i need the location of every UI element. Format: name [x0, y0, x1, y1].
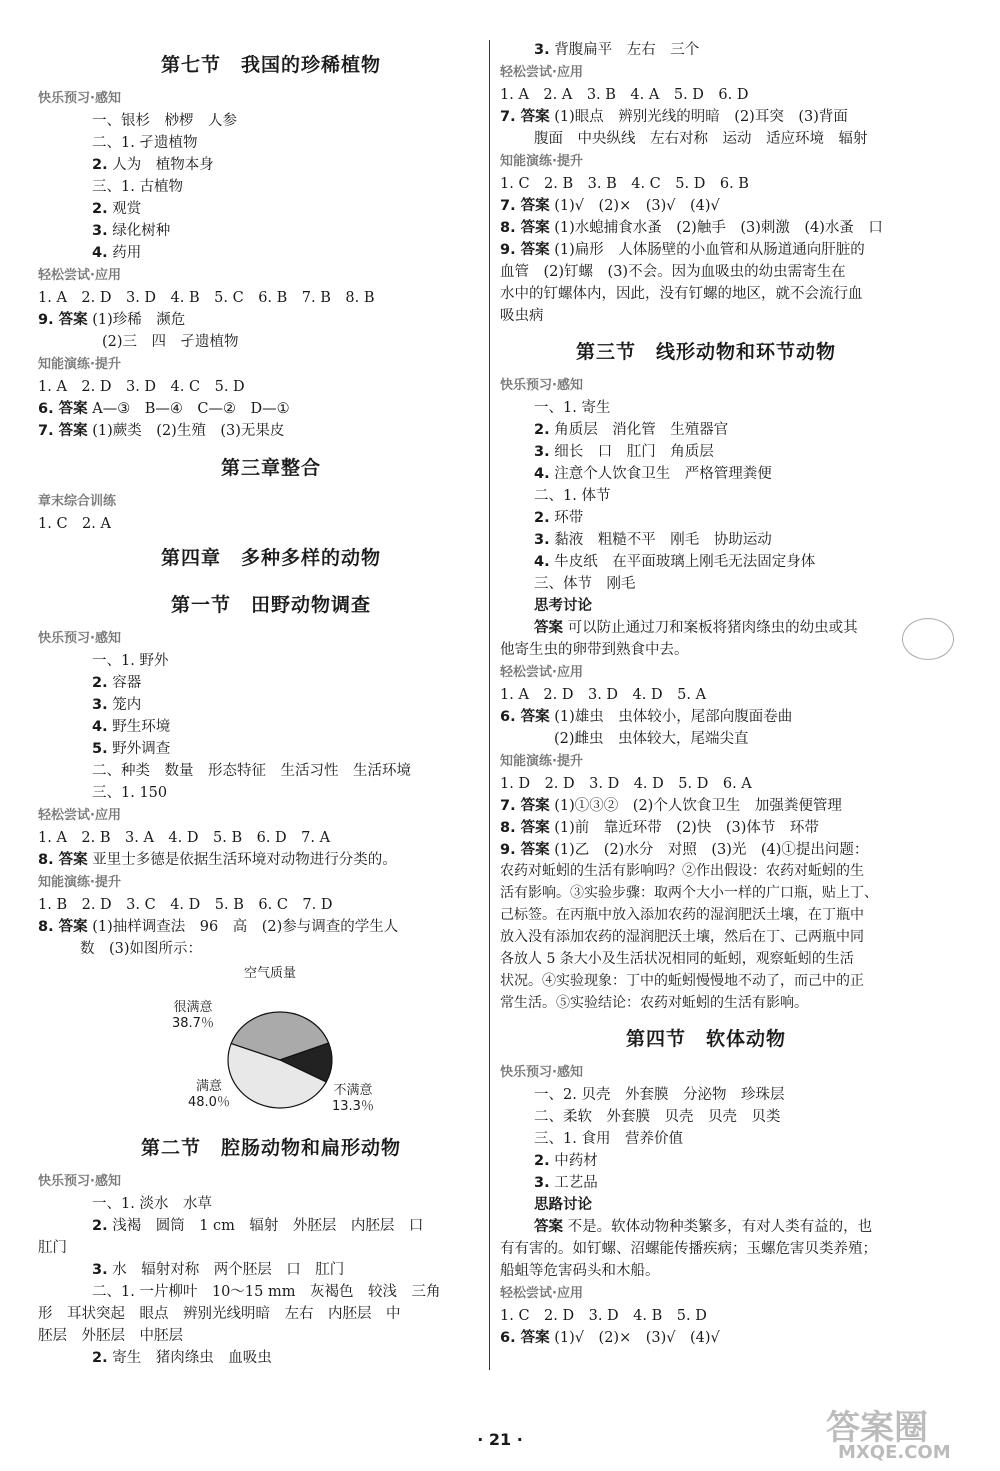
answer-line: 形 耳状突起 眼点 辨别光线明暗 左右 内胚层 中: [38, 1306, 401, 1322]
answer-line: 1. A 2. D 3. D 4. B 5. C 6. B 7. B 8. B: [38, 290, 375, 306]
answer-line: 7. 答案 (1)①③② (2)个人饮食卫生 加强粪便管理: [500, 798, 842, 814]
pie-chart: [220, 1005, 340, 1115]
pie-label-dissatisfied: 不满意 13.3％: [332, 1083, 374, 1114]
discussion-heading: 思路讨论: [534, 1197, 592, 1213]
answer-line: 他寄生虫的卵带到熟食中去。: [500, 642, 689, 658]
answer-line: 农药对蚯蚓的生活有影响吗？②作出假设：农药对蚯蚓的生: [500, 863, 864, 879]
section-1-title: 第一节 田野动物调查: [170, 594, 371, 616]
answer-line: 己标签。在丙瓶中放入添加农药的湿润肥沃土壤，在丁瓶中: [500, 907, 864, 923]
subheading: 快乐预习·感知: [38, 91, 121, 106]
answer-line: 状况。④实验现象：丁中的蚯蚓慢慢地不动了，而己中的正: [500, 973, 864, 989]
answer-line: 1. D 2. D 3. D 4. D 5. D 6. A: [500, 776, 752, 792]
answer-line: 2. 观赏: [92, 201, 142, 217]
answer-line: 2. 寄生 猪肉绦虫 血吸虫: [92, 1350, 272, 1366]
answer-line: 有有害的。如钉螺、沼螺能传播疾病；玉螺危害贝类养殖；: [500, 1241, 877, 1257]
answer-line: 9. 答案 (1)乙 (2)水分 对照 (3)光 (4)①提出问题：: [500, 842, 869, 858]
discussion-heading: 思考讨论: [534, 598, 592, 614]
pie-label-very-satisfied: 很满意 38.7％: [172, 1000, 214, 1031]
answer-line: 胚层 外胚层 中胚层: [38, 1328, 183, 1344]
answer-line: 1. A 2. D 3. D 4. D 5. A: [500, 687, 707, 703]
watermark-url: MXQE.COM: [838, 1442, 951, 1463]
answer-line: 3. 水 辐射对称 两个胚层 口 肛门: [92, 1262, 345, 1278]
answer-line: 各放人 5 条大小及生活状况相同的蚯蚓，观察蚯蚓的生活: [500, 951, 854, 967]
subheading: 轻松尝试·应用: [500, 65, 583, 80]
answer-line: 吸虫病: [500, 308, 544, 324]
answer-line: 二、1. 孑遗植物: [92, 135, 198, 151]
answer-line: 二、1. 一片柳叶 10～15 mm 灰褐色 较浅 三角: [92, 1284, 441, 1300]
answer-line: 3. 笼内: [92, 697, 142, 713]
column-divider: [489, 40, 490, 1370]
section-3-title: 第三节 线形动物和环节动物: [575, 341, 836, 363]
answer-line: 7. 答案 (1)蕨类 (2)生殖 (3)无果皮: [38, 423, 285, 439]
chart-title: 空气质量: [244, 966, 297, 981]
answer-line: 4. 野生环境: [92, 719, 171, 735]
subheading: 章末综合训练: [38, 494, 117, 509]
answer-line: 2. 角质层 消化管 生殖器官: [534, 422, 729, 438]
pie-label-satisfied: 满意 48.0％: [188, 1079, 230, 1110]
answer-line: 常生活。⑤实验结论：农药对蚯蚓的生活有影响。: [500, 995, 808, 1011]
answer-line: 8. 答案 (1)水螅捕食水蚤 (2)触手 (3)刺激 (4)水蚤 口: [500, 220, 883, 236]
answer-line: 8. 答案 (1)前 靠近环带 (2)快 (3)体节 环带: [500, 820, 819, 836]
answer-line: 3. 细长 口 肛门 角质层: [534, 444, 714, 460]
answer-line: 9. 答案 (1)珍稀 濒危: [38, 312, 186, 328]
subheading: 轻松尝试·应用: [500, 1286, 583, 1301]
answer-line: (2)雌虫 虫体较大，尾端尖直: [554, 731, 749, 747]
answer-line: 2. 浅褐 圆筒 1 cm 辐射 外胚层 内胚层 口: [92, 1218, 424, 1234]
section-4-title: 第四节 软体动物: [625, 1028, 786, 1050]
subheading: 快乐预习·感知: [38, 1174, 121, 1189]
answer-line: 数 (3)如图所示：: [80, 941, 203, 957]
subheading: 轻松尝试·应用: [500, 665, 583, 680]
answer-line: 答案 可以防止通过刀和案板将猪肉绦虫的幼虫或其: [534, 620, 858, 636]
answer-line: 7. 答案 (1)√ (2)× (3)√ (4)√: [500, 198, 720, 214]
answer-line: 放入没有添加农药的湿润肥沃土壤，然后在丁、己两瓶中同: [500, 929, 864, 945]
answer-line: 一、1. 寄生: [534, 400, 611, 416]
subheading: 轻松尝试·应用: [38, 268, 121, 283]
answer-line: (2)三 四 孑遗植物: [102, 334, 239, 350]
subheading: 轻松尝试·应用: [38, 808, 121, 823]
section-7-title: 第七节 我国的珍稀植物: [160, 54, 381, 76]
answer-line: 4. 牛皮纸 在平面玻璃上刚毛无法固定身体: [534, 554, 816, 570]
answer-line: 船蛆等危害码头和木船。: [500, 1263, 660, 1279]
answer-line: 1. A 2. A 3. B 4. A 5. D 6. D: [500, 87, 749, 103]
answer-line: 三、1. 古植物: [92, 179, 183, 195]
answer-line: 一、1. 野外: [92, 653, 169, 669]
answer-line: 8. 答案 亚里士多德是依据生活环境对动物进行分类的。: [38, 852, 397, 868]
answer-line: 3. 背腹扁平 左右 三个: [534, 42, 700, 58]
answer-line: 1. A 2. B 3. A 4. D 5. B 6. D 7. A: [38, 830, 331, 846]
answer-line: 1. C 2. A: [38, 516, 111, 532]
answer-line: 2. 人为 植物本身: [92, 157, 214, 173]
answer-line: 一、2. 贝壳 外套膜 分泌物 珍珠层: [534, 1087, 785, 1103]
section-2-title: 第二节 腔肠动物和扁形动物: [140, 1137, 401, 1159]
answer-line: 二、种类 数量 形态特征 生活习性 生活环境: [92, 763, 411, 779]
subheading: 快乐预习·感知: [500, 378, 583, 393]
answer-line: 答案 不是。软体动物种类繁多，有对人类有益的，也: [534, 1219, 873, 1235]
subheading: 知能演练·提升: [500, 154, 583, 169]
answer-line: 3. 工艺品: [534, 1175, 598, 1191]
answer-line: 8. 答案 (1)抽样调查法 96 高 (2)参与调查的学生人: [38, 919, 399, 935]
answer-line: 水中的钉螺体内，因此，没有钉螺的地区，就不会流行血: [500, 286, 863, 302]
answer-line: 3. 黏液 粗糙不平 刚毛 协助运动: [534, 532, 772, 548]
answer-line: 3. 绿化树种: [92, 223, 171, 239]
answer-line: 5. 野外调查: [92, 741, 171, 757]
answer-line: 二、柔软 外套膜 贝壳 贝壳 贝类: [534, 1109, 781, 1125]
answer-line: 2. 环带: [534, 510, 584, 526]
answer-line: 9. 答案 (1)扁形 人体肠壁的小血管和从肠道通向肝脏的: [500, 242, 865, 258]
stamp-graphic: [902, 618, 954, 660]
subheading: 快乐预习·感知: [38, 631, 121, 646]
answer-line: 三、体节 刚毛: [534, 576, 636, 592]
watermark-logo: 答案圈: [826, 1408, 928, 1448]
answer-line: 三、1. 食用 营养价值: [534, 1131, 683, 1147]
answer-line: 6. 答案 (1)√ (2)× (3)√ (4)√: [500, 1330, 720, 1346]
answer-line: 1. C 2. B 3. B 4. C 5. D 6. B: [500, 176, 749, 192]
subheading: 快乐预习·感知: [500, 1065, 583, 1080]
page-number: · 21 ·: [477, 1430, 523, 1449]
answer-line: 活有影响。③实验步骤：取两个大小一样的广口瓶，贴上丁、: [500, 885, 878, 901]
subheading: 知能演练·提升: [38, 357, 121, 372]
subheading: 知能演练·提升: [38, 875, 121, 890]
answer-line: 1. C 2. D 3. D 4. B 5. D: [500, 1308, 707, 1324]
answer-line: 6. 答案 A—③ B—④ C—② D—①: [38, 401, 290, 417]
answer-line: 一、1. 淡水 水草: [92, 1196, 212, 1212]
answer-line: 腹面 中央纵线 左右对称 运动 适应环境 辐射: [534, 131, 868, 147]
answer-line: 2. 容器: [92, 675, 142, 691]
answer-line: 一、银杉 桫椤 人参: [92, 113, 237, 129]
answer-line: 6. 答案 (1)雄虫 虫体较小，尾部向腹面卷曲: [500, 709, 793, 725]
answer-line: 2. 中药材: [534, 1153, 598, 1169]
answer-line: 三、1. 150: [92, 785, 168, 801]
answer-line: 肛门: [38, 1240, 67, 1256]
answer-line: 血管 (2)钉螺 (3)不会。因为血吸虫的幼虫需寄生在: [500, 264, 846, 280]
answer-line: 1. B 2. D 3. C 4. D 5. B 6. C 7. D: [38, 897, 333, 913]
answer-line: 1. A 2. D 3. D 4. C 5. D: [38, 379, 245, 395]
chapter-4-title: 第四章 多种多样的动物: [160, 547, 381, 569]
answer-line: 4. 注意个人饮食卫生 严格管理粪便: [534, 466, 772, 482]
answer-line: 二、1. 体节: [534, 488, 611, 504]
answer-line: 4. 药用: [92, 245, 142, 261]
subheading: 知能演练·提升: [500, 754, 583, 769]
chapter-3-title: 第三章整合: [220, 457, 321, 479]
answer-line: 7. 答案 (1)眼点 辨别光线的明暗 (2)耳突 (3)背面: [500, 109, 848, 125]
